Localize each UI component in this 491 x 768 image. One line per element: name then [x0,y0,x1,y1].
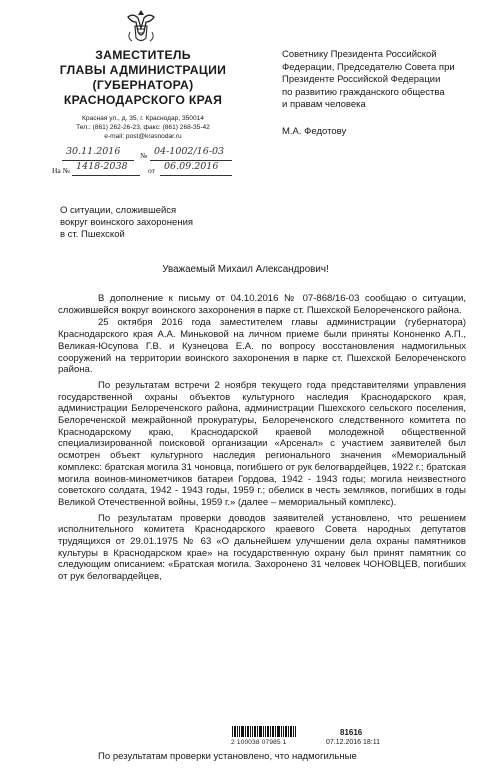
incoming-number: 81616 [340,728,363,737]
body-paragraph: 25 октября 2016 года заместителем главы администрации (губернатора) Краснодарского края А.А. Миньковой на личном приеме были приняты Кононенко А.П., Великая-Юсупова Г.В. и Кузнецова Е.А. по вопросу восстановления надмогильных сооружений на территории воинского захоронения в парке ст. Пшехской Белореченского района. [58,317,466,376]
number-label: № [140,151,148,160]
outgoing-date: 30.11.2016 [66,146,121,157]
from-label: от [148,166,155,175]
sender-title-line: КРАСНОДАРСКОГО КРАЯ [63,93,223,107]
letter-body [58,293,466,584]
addressee-line: и правам человека [282,99,366,110]
barcode-number: 2 100038 07985 1 [231,739,287,746]
sender-title-line: ГЛАВЫ АДМИНИСТРАЦИИ [59,63,227,77]
addressee-name: М.А. Федотову [282,125,347,137]
sender-phone: Тел.: (861) 262-26-23, факс: (861) 268-35-42 [76,124,210,131]
barcode-image [232,726,296,737]
addressee-line: Федерации, Председателю Совета при [282,61,455,73]
coat-of-arms-emblem [124,8,158,44]
sender-title-line: (ГУБЕРНАТОРА) [92,78,194,92]
sender-address: Красная ул., д. 35, г. Краснодар, 350014 [82,115,204,122]
ref-date: 06.09.2016 [164,161,219,172]
sender-email: e-mail: post@krasnodar.ru [104,133,182,140]
sender-block [58,48,228,141]
reference-registration [52,161,232,177]
ref-label: На № [52,166,70,175]
incoming-date: 07.12.2016 18:11 [326,739,380,746]
subject-line: О ситуации, сложившейся [60,205,177,216]
salutation: Уважаемый Михаил Александрович! [162,264,329,275]
subject-block [60,205,260,242]
addressee-line: по развитию гражданского общества [282,86,445,98]
sender-title-line: ЗАМЕСТИТЕЛЬ [95,48,191,62]
body-paragraph: По результатам проверки доводов заявителей установлено, что решением исполнительного комитета Краснодарского краевого Совета народных депутатов трудящихся от 29.01.1975 № 63 «О дальнейшем улучшении дела охраны памятников культуры в Краснодарском крае» на государственную охрану был принят памятник со следующим описанием: «Братская могила. Захоронено 31 человек ЧОНОВЦЕВ, погибших от рук белогвардейцев, [58,512,466,583]
addressee-line: Советнику Президента Российской [282,49,437,60]
body-paragraph: В дополнение к письму от 04.10.2016 № 07-868/16-03 сообщаю о ситуации, сложившейся вокруг воинского захоронения в парке ст. Пшехской Белореченского района. [58,293,466,316]
subject-line: вокруг воинского захоронения [60,217,194,229]
addressee-line: Президенте Российской Федерации [282,74,441,85]
outgoing-number: 04-1002/16-03 [154,146,225,157]
ref-number: 1418-2038 [76,161,128,172]
outgoing-registration [62,148,232,162]
body-paragraph-continued: По результатам проверки установлено, что надмогильные [98,751,357,762]
subject-line: в ст. Пшехской [60,229,125,241]
body-paragraph: По результатам встречи 2 ноября текущего года представителями управления государственной охраны объектов культурного наследия Краснодарского края, администрации Белореченского района, администрации Пшехского сельского поселения, Белореченской межрайонной прокуратуры, Белореченского следственного комитета по Краснодарскому краю, Краснодарской краевой молодежной общественной специализированной поисковой организации «Арсенал» с участием заявителей был осмотрен объект культурного наследия регионального значения «Мемориальный комплекс: братская могила 31 чоновца, погибшего от рук белогвардейцев, 1922 г.; братская могила воинов-минометчиков батареи Гордова, 1942 - 1943 годы; могила неизвестного советского солдата, 1942 - 1943 годы, 1959 г.; обелиск в честь земляков, погибших в годы Великой Отечественной войны, 1959 г.» (далее – мемориальный комплекс). [58,379,466,508]
addressee-block [282,49,482,138]
